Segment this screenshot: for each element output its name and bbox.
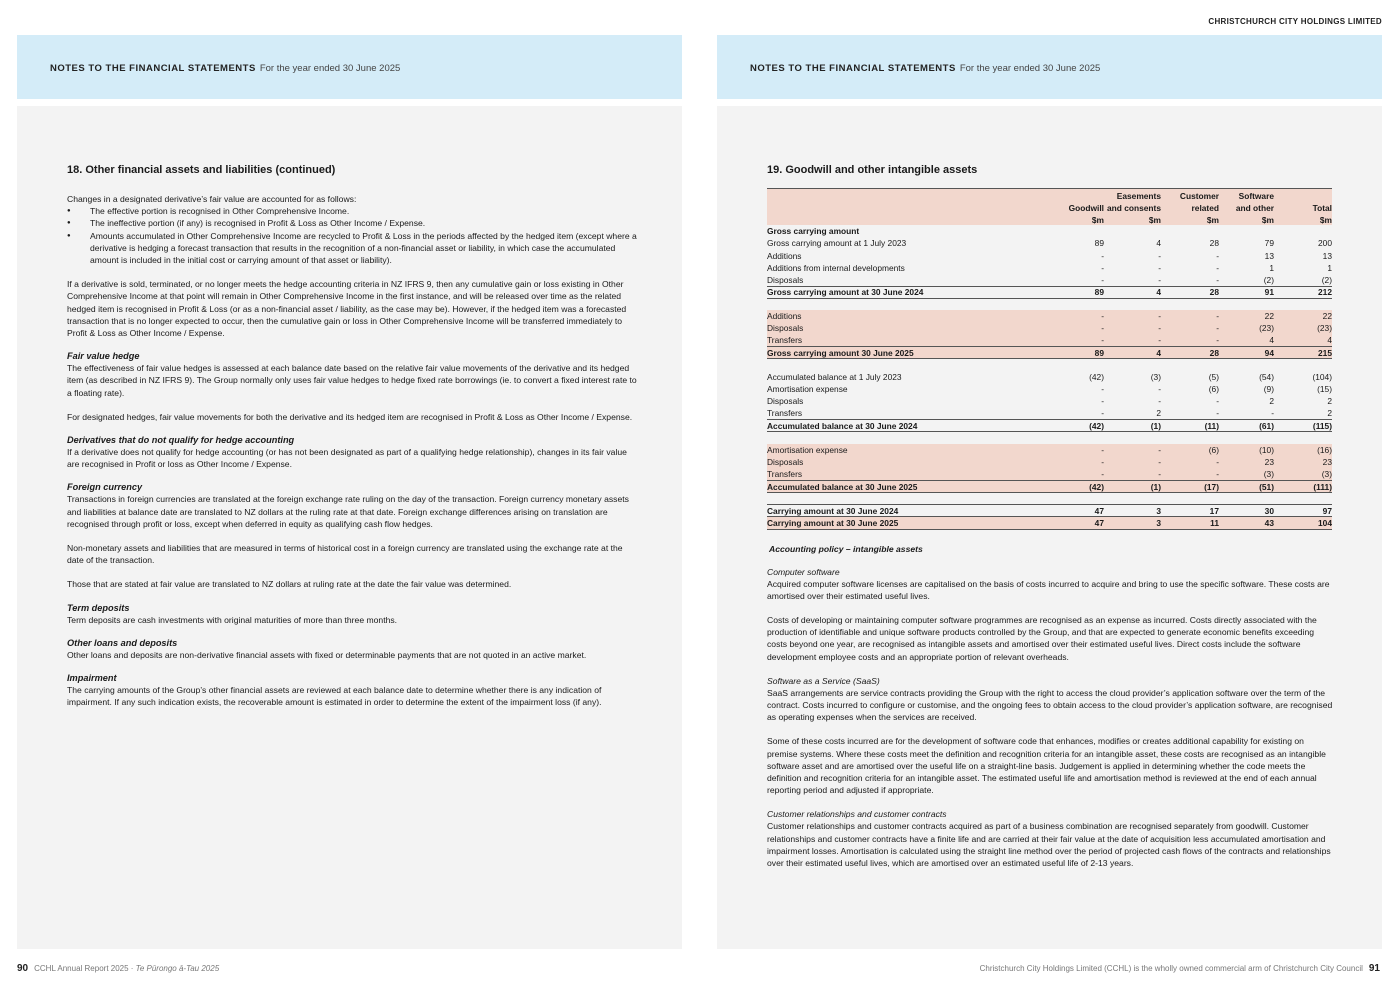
- table-cell-value: (6): [1208, 384, 1219, 395]
- table-cell-value: 11: [1161, 517, 1219, 529]
- page-body: [717, 106, 1382, 949]
- table-cell-value: -: [1044, 322, 1104, 334]
- table-cell-value: 97: [1274, 505, 1332, 517]
- table-row: [767, 298, 1332, 310]
- paragraph: The carrying amounts of the Group’s other financial assets are reviewed at each balance date to determine whether there is any indication of impairment. If any such indication exists, the recoverable amount is estimated in order to determine the extent of the impairment loss (if any).: [67, 685, 602, 708]
- table-cell-value: -: [1158, 274, 1161, 285]
- column-header: $m: [1274, 213, 1332, 225]
- header-title: NOTES TO THE FINANCIAL STATEMENTS: [50, 63, 256, 74]
- table-cell-value: (10): [1219, 444, 1274, 456]
- table-cell-value: -: [1216, 408, 1219, 419]
- column-header: [767, 213, 1044, 225]
- paragraph: For designated hedges, fair value movements for both the derivative and its hedged item are recognised in Profit & Loss as Other Income / Expense.: [67, 411, 633, 422]
- row-label: Amortisation expense: [767, 444, 1044, 456]
- table-cell-value: 43: [1219, 517, 1274, 529]
- page-header-band: [17, 35, 682, 99]
- table-row: [767, 517, 1332, 529]
- row-label: Carrying amount at 30 June 2024: [767, 505, 1044, 517]
- table-cell-value: (42): [1044, 420, 1104, 432]
- row-label: Gross carrying amount 30 June 2025: [767, 347, 1044, 359]
- column-header: $m: [1044, 213, 1104, 225]
- footer-left: [17, 963, 219, 974]
- table-cell-value: 22: [1274, 310, 1332, 322]
- row-label: Disposals: [767, 456, 1044, 468]
- table-cell-value: -: [1044, 444, 1104, 456]
- subsections: [67, 351, 682, 708]
- table-cell-value: 28: [1161, 347, 1219, 359]
- table-cell-value: 13: [1264, 250, 1274, 261]
- table-row: [767, 468, 1332, 480]
- paragraph: Transactions in foreign currencies are translated at the foreign exchange rate ruling on the day of the transaction. Foreign currency monetary assets and liabilities at balance date are translated to NZ dollars at the ruling rate at that date. Foreign exchange differences arising on translation are recognised through profit or loss, except when deferred in equity as qualifying cash flow hedges.: [67, 494, 629, 529]
- table-cell-value: 104: [1274, 517, 1332, 529]
- section-heading: 19. Goodwill and other intangible assets: [767, 164, 978, 176]
- table-cell-value: 28: [1161, 286, 1219, 298]
- column-header: and other: [1219, 201, 1274, 213]
- paragraph: Those that are stated at fair value are translated to NZ dollars at ruling rate at the date the fair value was determined.: [67, 579, 512, 590]
- table-cell-value: -: [1101, 274, 1104, 285]
- table-cell-value: -: [1161, 468, 1219, 480]
- table-cell-value: 4: [1104, 347, 1161, 359]
- table-cell-value: 2: [1327, 408, 1332, 419]
- column-header: Customer: [1161, 189, 1219, 201]
- row-label: Additions: [767, 250, 802, 261]
- table-cell-value: (2): [1321, 274, 1332, 285]
- table-cell-value: -: [1044, 456, 1104, 468]
- row-label: Transfers: [767, 335, 1044, 347]
- table-cell-value: (1): [1104, 420, 1161, 432]
- table-cell-value: 47: [1044, 505, 1104, 517]
- row-label: Additions: [767, 310, 1044, 322]
- table-cell-value: -: [1044, 335, 1104, 347]
- column-header: $m: [1104, 213, 1161, 225]
- bullet-item: ● The effective portion is recognised in Other Comprehensive Income.: [67, 205, 637, 217]
- row-label: Disposals: [767, 396, 804, 407]
- table-cell-value: (11): [1161, 420, 1219, 432]
- row-label: Accumulated balance at 30 June 2024: [767, 420, 1044, 432]
- table-cell-value: -: [1101, 408, 1104, 419]
- page-header-band: [717, 35, 1382, 99]
- table-cell-value: -: [1101, 250, 1104, 261]
- table-cell-value: (9): [1263, 384, 1274, 395]
- table-row: [767, 432, 1332, 444]
- table-cell-value: (3): [1219, 468, 1274, 480]
- table-cell-value: -: [1216, 396, 1219, 407]
- paragraph: Acquired computer software licenses are capitalised on the basis of costs incurred to acquire and bring to use the specific software. These costs are amortised over their estimated useful lives.: [767, 578, 1330, 601]
- page-90: [17, 35, 682, 708]
- table-cell-value: -: [1104, 468, 1161, 480]
- table-cell-value: (54): [1259, 372, 1274, 383]
- paragraph: If a derivative does not qualify for hedge accounting (or has not been designated as part of a qualifying hedge relationship), changes in its fair value are recognised in Profit or loss as Other Income / Expense.: [67, 447, 627, 470]
- subsection-title: Derivatives that do not qualify for hedge accounting: [67, 435, 295, 446]
- table-cell-value: (1): [1104, 480, 1161, 492]
- footer-right: [980, 963, 1386, 974]
- page-number: 90: [17, 963, 29, 974]
- table-row: [767, 480, 1332, 492]
- table-cell-value: 2: [1156, 408, 1161, 419]
- table-row: [767, 274, 1332, 286]
- table-cell-value: 23: [1219, 456, 1274, 468]
- page-body: [17, 106, 682, 949]
- table-cell-value: [1219, 225, 1274, 237]
- table-cell-value: 4: [1274, 335, 1332, 347]
- table-cell-value: 94: [1219, 347, 1274, 359]
- section-heading: 18. Other financial assets and liabilities (continued): [67, 164, 336, 176]
- table-cell-value: -: [1101, 396, 1104, 407]
- table-cell-value: 89: [1044, 347, 1104, 359]
- table-cell-value: 22: [1219, 310, 1274, 322]
- paragraph: Costs of developing or maintaining computer software programmes are recognised as an expense as incurred. Costs directly associated with the production of identifiable and unique software products controlled by the Group, and that are expected to generate economic benefits exceeding costs beyond one year, are recognised as intangible assets and amortised over their estimated useful lives. Direct costs include the software development employee costs and an appropriate portion of relevant overheads.: [767, 614, 1317, 662]
- table-cell-value: -: [1216, 262, 1219, 273]
- table-cell-value: (17): [1161, 480, 1219, 492]
- table-cell-value: [1044, 225, 1104, 237]
- column-header: [767, 201, 1044, 213]
- footer-text-maori: Te Pūrongo ā-Tau 2025: [135, 964, 220, 973]
- table-cell-value: 2: [1269, 396, 1274, 407]
- table-row: [767, 359, 1332, 371]
- header-subtitle: For the year ended 30 June 2025: [959, 63, 1101, 74]
- table-cell-value: -: [1158, 396, 1161, 407]
- row-spacer: [767, 432, 1332, 444]
- table-cell-value: 28: [1209, 238, 1219, 249]
- column-header: Total: [1274, 201, 1332, 213]
- table-cell-value: -: [1158, 250, 1161, 261]
- table-row: [767, 237, 1332, 249]
- table-cell-value: [1274, 225, 1332, 237]
- table-cell-value: (111): [1274, 480, 1332, 492]
- row-label: Disposals: [767, 322, 1044, 334]
- table-cell-value: -: [1104, 322, 1161, 334]
- subsection-title: Customer relationships and customer contracts: [767, 809, 947, 820]
- page-91: [717, 35, 1382, 868]
- table-cell-value: -: [1104, 456, 1161, 468]
- column-header: Software: [1219, 189, 1274, 201]
- row-spacer: [767, 359, 1332, 371]
- table-cell-value: -: [1216, 250, 1219, 261]
- table-cell-value: (61): [1219, 420, 1274, 432]
- paragraph: Non-monetary assets and liabilities that are measured in terms of historical cost in a foreign currency are translated using the exchange rate at the date of the transaction.: [67, 543, 623, 566]
- table-row: [767, 347, 1332, 359]
- column-header: $m: [1219, 213, 1274, 225]
- table-cell-value: -: [1104, 444, 1161, 456]
- table-cell-value: (23): [1274, 322, 1332, 334]
- column-header: Easements: [1104, 189, 1161, 201]
- table-cell-value: 1: [1269, 262, 1274, 273]
- table-row: [767, 249, 1332, 261]
- table-cell-value: 79: [1264, 238, 1274, 249]
- table-row: [767, 505, 1332, 517]
- table-cell-value: 215: [1274, 347, 1332, 359]
- table-cell-value: (115): [1274, 420, 1332, 432]
- table-row: [767, 383, 1332, 395]
- table-cell-value: -: [1044, 468, 1104, 480]
- table-cell-value: -: [1161, 310, 1219, 322]
- table-cell-value: 1: [1327, 262, 1332, 273]
- intro-paragraph: Changes in a designated derivative’s fair value are accounted for as follows:: [67, 194, 357, 204]
- row-label: Disposals: [767, 274, 804, 285]
- table-cell-value: (23): [1219, 322, 1274, 334]
- table-header-row: [767, 189, 1332, 201]
- table-cell-value: 17: [1161, 505, 1219, 517]
- table-cell-value: (2): [1263, 274, 1274, 285]
- row-spacer: [767, 493, 1332, 505]
- footer-text: CCHL Annual Report 2025 ·: [34, 964, 136, 973]
- paragraph: The effectiveness of fair value hedges is assessed at each balance date based on the relative fair value movements of the derivative and its hedged item (as described in NZ IFRS 9). The Group normally only uses fair value hedges to hedge fixed rate borrowings (ie. to convert a fixed interest rate to a floating rate).: [67, 363, 637, 398]
- row-label: Gross carrying amount at 30 June 2024: [767, 286, 1044, 298]
- row-label: Gross carrying amount: [767, 226, 860, 237]
- table-row: [767, 444, 1332, 456]
- table-cell-value: -: [1161, 322, 1219, 334]
- table-row: [767, 225, 1332, 237]
- table-cell-value: -: [1161, 456, 1219, 468]
- column-header: $m: [1161, 213, 1219, 225]
- table-cell-value: -: [1216, 274, 1219, 285]
- table-cell-value: (104): [1312, 372, 1332, 383]
- table-row: [767, 371, 1332, 383]
- table-cell-value: -: [1271, 408, 1274, 419]
- bullet-list: [67, 205, 637, 266]
- table-cell-value: 200: [1318, 238, 1332, 249]
- table-cell-value: 4: [1219, 335, 1274, 347]
- table-cell-value: (6): [1161, 444, 1219, 456]
- table-cell-value: -: [1158, 384, 1161, 395]
- policy-title: Accounting policy – intangible assets: [769, 543, 923, 554]
- company-name: CHRISTCHURCH CITY HOLDINGS LIMITED: [1208, 17, 1382, 26]
- table-cell-value: 91: [1219, 286, 1274, 298]
- table-header-row: [767, 213, 1332, 225]
- row-label: Additions from internal developments: [767, 262, 905, 273]
- paragraph: If a derivative is sold, terminated, or no longer meets the hedge accounting criteria in NZ IFRS 9, then any cumulative gain or loss existing in Other Comprehensive Income at that point will remain in Other Comprehensive Income in the first instance, and will be released over time as the related hedged item is recognised in Profit & Loss (or as a non-financial asset / liability, as the case may be). However, if the hedged item was a forecasted transaction that is no longer expected to occur, then the cumulative gain or loss in Other Comprehensive Income will be transferred immediately to Profit & Loss as Other Income / Expense.: [67, 279, 627, 339]
- table-row: [767, 493, 1332, 505]
- table-cell-value: -: [1101, 384, 1104, 395]
- table-cell-value: 89: [1094, 238, 1104, 249]
- row-label: Gross carrying amount at 1 July 2023: [767, 238, 907, 249]
- row-label: Amortisation expense: [767, 384, 848, 395]
- table-cell-value: 47: [1044, 517, 1104, 529]
- footer-text: Christchurch City Holdings Limited (CCHL) is the wholly owned commercial arm of Christchurch City Council: [979, 964, 1363, 973]
- header-title: NOTES TO THE FINANCIAL STATEMENTS: [750, 63, 956, 74]
- table-cell-value: (42): [1089, 372, 1104, 383]
- row-spacer: [767, 298, 1332, 310]
- subsection-title: Fair value hedge: [67, 351, 140, 362]
- header-subtitle: For the year ended 30 June 2025: [259, 63, 401, 74]
- table-row: [767, 322, 1332, 334]
- paragraph: Term deposits are cash investments with original maturities of more than three months.: [67, 614, 398, 625]
- row-label: Transfers: [767, 468, 1044, 480]
- row-label: Carrying amount at 30 June 2025: [767, 517, 1044, 529]
- table-cell-value: -: [1044, 310, 1104, 322]
- table-cell-value: 3: [1104, 517, 1161, 529]
- subsection-title: Computer software: [767, 566, 840, 577]
- table-cell-value: 30: [1219, 505, 1274, 517]
- table-row: [767, 335, 1332, 347]
- table-cell-value: -: [1161, 335, 1219, 347]
- table-cell-value: (51): [1219, 480, 1274, 492]
- table-row: [767, 420, 1332, 432]
- row-label: Accumulated balance at 30 June 2025: [767, 480, 1044, 492]
- column-header: and consents: [1104, 201, 1161, 213]
- table-cell-value: 3: [1104, 505, 1161, 517]
- subsection-title: Other loans and deposits: [67, 637, 178, 648]
- table-cell-value: [1161, 225, 1219, 237]
- table-row: [767, 310, 1332, 322]
- table-cell-value: 2: [1327, 396, 1332, 407]
- table-header-row: [767, 201, 1332, 213]
- page-number: 91: [1368, 963, 1380, 974]
- table-cell-value: (42): [1044, 480, 1104, 492]
- table-row: [767, 395, 1332, 407]
- intangible-assets-table: [767, 188, 1332, 530]
- table-cell-value: -: [1104, 335, 1161, 347]
- column-header: related: [1161, 201, 1219, 213]
- table-cell-value: -: [1104, 310, 1161, 322]
- table-cell-value: (16): [1274, 444, 1332, 456]
- column-header: Goodwill: [1044, 201, 1104, 213]
- paragraph: Other loans and deposits are non-derivative financial assets with fixed or determinable payments that are not quoted in an active market.: [67, 649, 587, 660]
- table-cell-value: 23: [1274, 456, 1332, 468]
- column-header: [1044, 189, 1104, 201]
- table-cell-value: 13: [1322, 250, 1332, 261]
- column-header: [1274, 189, 1332, 201]
- table-cell-value: 212: [1274, 286, 1332, 298]
- subsection-title: Foreign currency: [67, 482, 143, 493]
- table-cell-value: (5): [1208, 372, 1219, 383]
- paragraph: Some of these costs incurred are for the development of software code that enhances, modifies or creates additional capability for existing on premise systems. Where these costs meet the definition and recognition criteria for an intangible asset, these costs are recognised as an intangible software asset and are amortised over the useful life on a straight-line basis. Judgement is applied in determining whether the code meets the definition and recognition criteria for an intangible asset. The estimated useful life and amortisation method is reviewed at the end of each annual reporting period and adjusted if appropriate.: [767, 736, 1326, 796]
- subsection-title: Impairment: [67, 673, 117, 684]
- column-header: [767, 189, 1044, 201]
- table-cell-value: 89: [1044, 286, 1104, 298]
- table-cell-value: 4: [1104, 286, 1161, 298]
- table-cell-value: (15): [1317, 384, 1332, 395]
- table-row: [767, 408, 1332, 420]
- paragraph: Customer relationships and customer contracts acquired as part of a business combination are recognised separately from goodwill. Customer relationships and customer contracts have a finite life and are carried at their fair value at the date of acquisition less accumulated amortisation and impairment losses. Amortisation is calculated using the straight line method over the period of projected cash flows of the contracts and relationships over their estimated useful lives, which are amortised over an estimated useful life of 2-13 years.: [767, 821, 1331, 868]
- table-cell-value: (3): [1274, 468, 1332, 480]
- table-row: [767, 286, 1332, 298]
- table-cell-value: 4: [1156, 238, 1161, 249]
- subsection-title: Term deposits: [67, 602, 130, 613]
- bullet-item: ● Amounts accumulated in Other Comprehensive Income are recycled to Profit & Loss in the periods affected by the hedged item (except where a derivative is hedging a forecast transaction that results in the recognition of a non-financial asset or liability, in which case the accumulated amount is included in the initial cost or carrying amount of that asset or liability).: [67, 230, 637, 267]
- subsections: [767, 566, 1382, 870]
- row-label: Transfers: [767, 408, 803, 419]
- bullet-item: ● The ineffective portion (if any) is recognised in Profit & Loss as Other Income / Expense.: [67, 217, 637, 229]
- row-label: Accumulated balance at 1 July 2023: [767, 372, 902, 383]
- table-cell-value: -: [1158, 262, 1161, 273]
- table-row: [767, 262, 1332, 274]
- subsection-title: Software as a Service (SaaS): [767, 675, 880, 686]
- table-cell-value: [1104, 225, 1161, 237]
- paragraph: SaaS arrangements are service contracts providing the Group with the right to access the cloud provider’s application software over the term of the contract. Costs incurred to configure or customise, and the ongoing fees to obtain access to the cloud provider’s application software, are recognised as operating expenses when the services are received.: [767, 687, 1333, 723]
- table-row: [767, 456, 1332, 468]
- table-cell-value: -: [1101, 262, 1104, 273]
- table-cell-value: (3): [1150, 372, 1161, 383]
